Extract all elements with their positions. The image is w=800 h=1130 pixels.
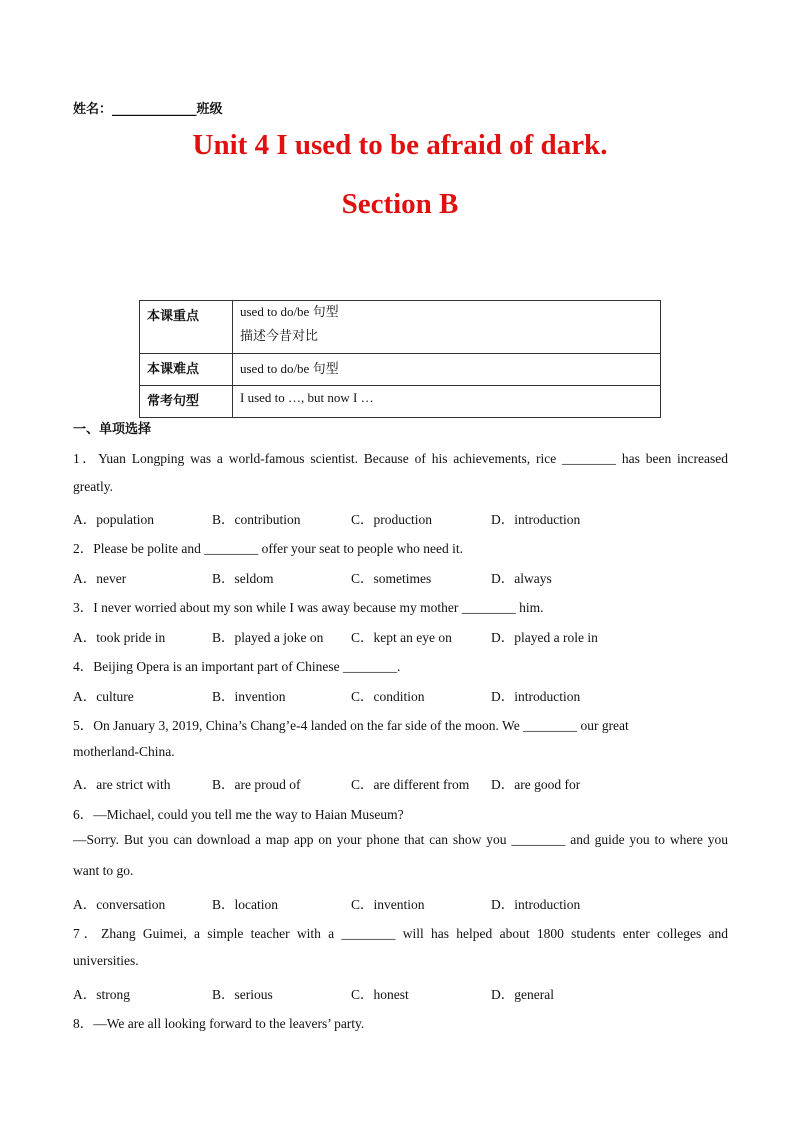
q7-option-c: C．honest bbox=[351, 987, 409, 1002]
q4-option-d: D．introduction bbox=[491, 689, 581, 704]
q6-option-c: C．invention bbox=[351, 897, 425, 912]
q6-option-d: D．introduction bbox=[491, 897, 581, 912]
question-6-line-2: —Sorry. But you can download a map app on your phone that can show you ________ and guide you to where you bbox=[73, 832, 728, 847]
question-5-line-2: motherland-China. bbox=[73, 744, 175, 759]
row-value-line: I used to …, but now I … bbox=[240, 390, 374, 405]
row-value bbox=[233, 301, 661, 354]
row-value-line: used to do/be 句型 bbox=[240, 304, 339, 319]
q3-option-d: D．played a role in bbox=[491, 630, 598, 645]
question-1-line-1: 1．Yuan Longping was a world-famous scientist. Because of his achievements, rice ________ has been increased bbox=[73, 451, 728, 466]
row-value bbox=[233, 386, 661, 418]
question-8-line-1: 8．—We are all looking forward to the leavers’ party. bbox=[73, 1016, 365, 1031]
q5-option-a: A．are strict with bbox=[73, 777, 171, 792]
row-key: 常考句型 bbox=[140, 386, 233, 418]
row-key: 本课难点 bbox=[140, 354, 233, 386]
row-value-line: used to do/be 句型 bbox=[240, 361, 339, 376]
q4-option-c: C．condition bbox=[351, 689, 425, 704]
question-7-line-2: universities. bbox=[73, 953, 139, 968]
q4-option-a: A．culture bbox=[73, 689, 134, 704]
question-5-line-1: 5．On January 3, 2019, China’s Chang’e-4 landed on the far side of the moon. We ________ our great bbox=[73, 718, 629, 733]
q3-option-a: A．took pride in bbox=[73, 630, 166, 645]
q6-option-a: A．conversation bbox=[73, 897, 166, 912]
q3-option-c: C．kept an eye on bbox=[351, 630, 452, 645]
q5-option-d: D．are good for bbox=[491, 777, 581, 792]
question-6-line-1: 6．—Michael, could you tell me the way to Haian Museum? bbox=[73, 807, 404, 822]
row-value-line: 描述今昔对比 bbox=[240, 328, 319, 343]
q2-option-a: A．never bbox=[73, 571, 127, 586]
question-4-line-1: 4．Beijing Opera is an important part of Chinese ________. bbox=[73, 659, 401, 674]
question-6-line-3: want to go. bbox=[73, 863, 134, 878]
q5-option-b: B．are proud of bbox=[212, 777, 301, 792]
section-heading: 一、单项选择 bbox=[73, 422, 152, 437]
q1-option-c: C．production bbox=[351, 512, 432, 527]
q1-option-b: B．contribution bbox=[212, 512, 301, 527]
section-title: Section B bbox=[341, 188, 459, 220]
student-name-line: 姓名：_____________班级 bbox=[73, 102, 223, 117]
key-points-row bbox=[140, 386, 661, 418]
key-points-row bbox=[140, 354, 661, 386]
q7-option-d: D．general bbox=[491, 987, 554, 1002]
key-points-table bbox=[139, 300, 661, 418]
question-2-line-1: 2．Please be polite and ________ offer your seat to people who need it. bbox=[73, 541, 464, 556]
q1-option-d: D．introduction bbox=[491, 512, 581, 527]
q7-option-a: A．strong bbox=[73, 987, 130, 1002]
q5-option-c: C．are different from bbox=[351, 777, 470, 792]
unit-title: Unit 4 I used to be afraid of dark. bbox=[192, 129, 608, 161]
q6-option-b: B．location bbox=[212, 897, 278, 912]
row-value bbox=[233, 354, 661, 386]
q3-option-b: B．played a joke on bbox=[212, 630, 324, 645]
q2-option-d: D．always bbox=[491, 571, 552, 586]
q2-option-b: B．seldom bbox=[212, 571, 274, 586]
q7-option-b: B．serious bbox=[212, 987, 273, 1002]
row-key: 本课重点 bbox=[140, 301, 233, 354]
key-points-row bbox=[140, 301, 661, 354]
q1-option-a: A．population bbox=[73, 512, 154, 527]
q4-option-b: B．invention bbox=[212, 689, 286, 704]
question-3-line-1: 3．I never worried about my son while I was away because my mother ________ him. bbox=[73, 600, 544, 615]
question-7-line-1: 7．Zhang Guimei, a simple teacher with a ________ will has helped about 1800 students enter colleges and bbox=[73, 926, 728, 941]
q2-option-c: C．sometimes bbox=[351, 571, 432, 586]
question-1-line-2: greatly. bbox=[73, 479, 113, 494]
